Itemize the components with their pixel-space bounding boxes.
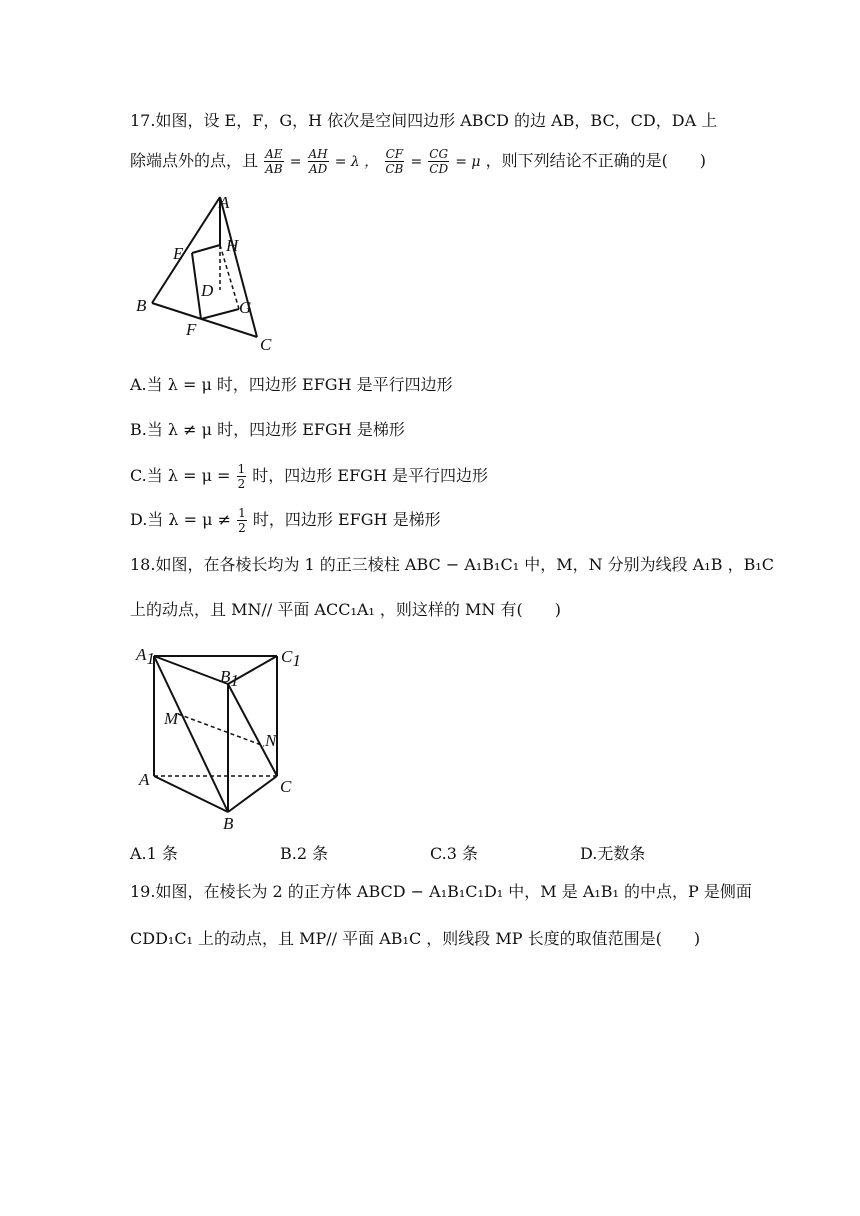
- edge-ef: [192, 253, 201, 319]
- segment-b1c: [228, 684, 277, 776]
- edge-fg: [201, 309, 239, 319]
- label-a1: A1: [136, 645, 155, 668]
- denominator: CD: [429, 162, 449, 176]
- lambda-equation: = λ ，: [334, 154, 379, 170]
- denominator: AD: [308, 162, 328, 176]
- q18-option-b: B.2 条: [280, 844, 329, 863]
- label-e: E: [173, 244, 184, 263]
- fraction-one-half: [237, 462, 247, 491]
- equals-sign: =: [410, 154, 423, 170]
- denominator: 2: [238, 521, 246, 535]
- edge-eh: [192, 245, 220, 253]
- q19-stem-line2: CDD₁C₁ 上的动点，且 MP// 平面 AB₁C ，则线段 MP 长度的取值范围是( ): [130, 929, 701, 948]
- numerator: AE: [265, 147, 283, 161]
- denominator: CB: [385, 162, 404, 176]
- label-g: G: [239, 298, 252, 317]
- q18-stem-line1: 18.如图，在各棱长均为 1 的正三棱柱 ABC − A₁B₁C₁ 中，M，N 分别为线段 A₁B ，B₁C: [130, 555, 774, 574]
- fraction-cg-cd: [428, 147, 449, 176]
- mu-equation: = μ: [455, 154, 481, 170]
- q18-stem-line2: 上的动点，且 MN// 平面 ACC₁A₁ ，则这样的 MN 有( ): [130, 600, 561, 619]
- label-c1: C1: [281, 647, 301, 670]
- label-h: H: [226, 236, 239, 255]
- label-f: F: [186, 320, 197, 339]
- q17-tetrahedron-figure: [125, 185, 295, 360]
- option-c-post: 时，四边形 EFGH 是平行四边形: [252, 466, 488, 485]
- q17-option-b: B.当 λ ≠ μ 时，四边形 EFGH 是梯形: [130, 420, 405, 439]
- q18-option-c: C.3 条: [430, 844, 479, 863]
- edge-ab: [154, 776, 228, 812]
- q17-stem-line1: 17.如图，设 E，F，G，H 依次是空间四边形 ABCD 的边 AB，BC，CD，DA 上: [130, 111, 718, 130]
- label-b: B: [136, 296, 147, 315]
- fraction-ae-ab: [264, 147, 283, 176]
- q17-stem-line2: [130, 147, 706, 176]
- edge-bc: [228, 776, 277, 812]
- numerator: CF: [385, 147, 404, 161]
- numerator: CG: [429, 147, 449, 161]
- q17-option-a: A.当 λ = μ 时，四边形 EFGH 是平行四边形: [130, 375, 453, 394]
- option-d-pre: D.当 λ = μ ≠: [130, 510, 232, 529]
- label-d: D: [201, 281, 214, 300]
- label-a: A: [219, 193, 230, 212]
- q17-option-c: [130, 462, 488, 491]
- label-b1: B1: [220, 667, 239, 690]
- q17-option-d: [130, 506, 441, 535]
- option-c-pre: C.当 λ = μ =: [130, 466, 231, 485]
- q18-option-d: D.无数条: [580, 844, 646, 863]
- denominator: 2: [237, 477, 246, 491]
- option-d-post: 时，四边形 EFGH 是梯形: [252, 510, 441, 529]
- denominator: AB: [265, 162, 283, 176]
- numerator: AH: [308, 147, 328, 161]
- label-a: A: [139, 770, 150, 789]
- q17-stem-pre: 除端点外的点，且: [130, 151, 259, 170]
- q19-stem-line1: 19.如图，在棱长为 2 的正方体 ABCD − A₁B₁C₁D₁ 中，M 是 A₁B₁ 的中点，P 是侧面: [130, 882, 752, 901]
- label-m: M: [164, 709, 179, 728]
- q17-stem-post: ，则下列结论不正确的是( ): [485, 151, 707, 170]
- numerator: 1: [237, 462, 246, 476]
- equals-sign: =: [289, 154, 302, 170]
- segment-mn-dashed: [178, 714, 264, 746]
- q18-option-a: A.1 条: [130, 844, 178, 863]
- q18-prism-figure: [130, 642, 310, 834]
- label-c: C: [260, 335, 272, 354]
- label-n: N: [265, 731, 277, 750]
- label-c: C: [280, 777, 292, 796]
- fraction-cf-cb: [384, 147, 404, 176]
- fraction-ah-ad: [308, 147, 329, 176]
- fraction-one-half: [237, 506, 247, 535]
- numerator: 1: [238, 506, 246, 520]
- label-b: B: [223, 814, 234, 833]
